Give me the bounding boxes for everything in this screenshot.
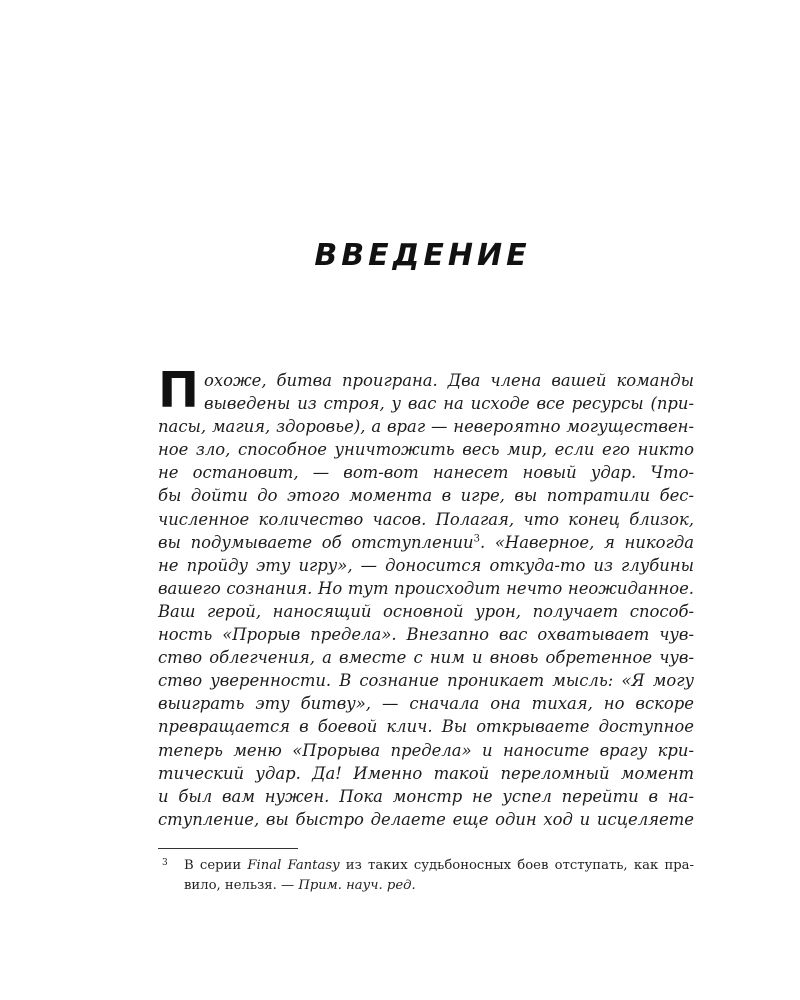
footnote (162, 856, 694, 895)
footnote-game-title: Final Fantasy (247, 858, 340, 873)
text-line: бы дойти до этого момента в игре, вы потратили бес- (158, 486, 694, 506)
footnote-divider (158, 848, 298, 849)
text-line: Ваш герой, наносящий основной урон, получает способ- (158, 601, 694, 621)
text-line: тический удар. Да! Именно такой переломный момент (158, 763, 694, 783)
text-line: выиграть эту битву», — сначала она тихая, но вскоре (158, 694, 694, 714)
text-line: не остановит, — вот-вот нанесет новый удар. Что- (158, 463, 694, 483)
text-line: ность «Прорыв предела». Внезапно вас охватывает чув- (158, 625, 694, 645)
text-line: не пройду эту игру», — доносится откуда-то из глубины (158, 555, 694, 575)
text-line (158, 531, 694, 554)
text-line: охоже, битва проиграна. Два члена вашей команды (204, 371, 694, 390)
text-line: ступление, вы быстро делаете еще один ход и исцеляете (158, 809, 694, 829)
body-paragraph (158, 362, 694, 831)
text-line: численное количество часов. Полагая, что конец близок, (158, 509, 694, 529)
text-line-head: вы подумываете об отступлении (158, 532, 474, 552)
footnote-text: вило, нельзя. — (184, 877, 299, 893)
text-line: выведены из строя, у вас на исходе все ресурсы (при- (204, 394, 694, 414)
footnote-number: 3 (162, 858, 168, 868)
text-line: ное зло, способное уничтожить весь мир, если его никто (158, 440, 694, 460)
drop-cap: П (158, 362, 200, 419)
text-line: превращается в боевой клич. Вы открываете доступное (158, 717, 694, 737)
text-line: ство уверенности. В сознание проникает мысль: «Я могу (158, 671, 694, 691)
footnote-line (162, 856, 694, 876)
chapter-title: ВВЕДЕНИЕ (314, 238, 531, 273)
text-line: теперь меню «Прорыва предела» и наносите врагу кри- (158, 740, 694, 760)
footnote-reference: 3 (473, 533, 480, 545)
text-line: пасы, магия, здоровье), а враг — невероятно могуществен- (158, 417, 694, 437)
footnote-text: из таких судьбоносных боев отступать, как пра- (339, 858, 694, 873)
text-line: и был вам нужен. Пока монстр не успел перейти в на- (158, 786, 694, 806)
footnote-editor-note: Прим. науч. ред. (298, 877, 416, 893)
text-line: ство облегчения, а вместе с ним и вновь обретенное чув- (158, 648, 694, 668)
text-line-tail: . «Наверное, я никогда (479, 532, 694, 552)
footnote-text: В серии (184, 858, 248, 873)
footnote-line (162, 876, 694, 896)
text-line: вашего сознания. Но тут происходит нечто неожиданное. (158, 578, 694, 598)
